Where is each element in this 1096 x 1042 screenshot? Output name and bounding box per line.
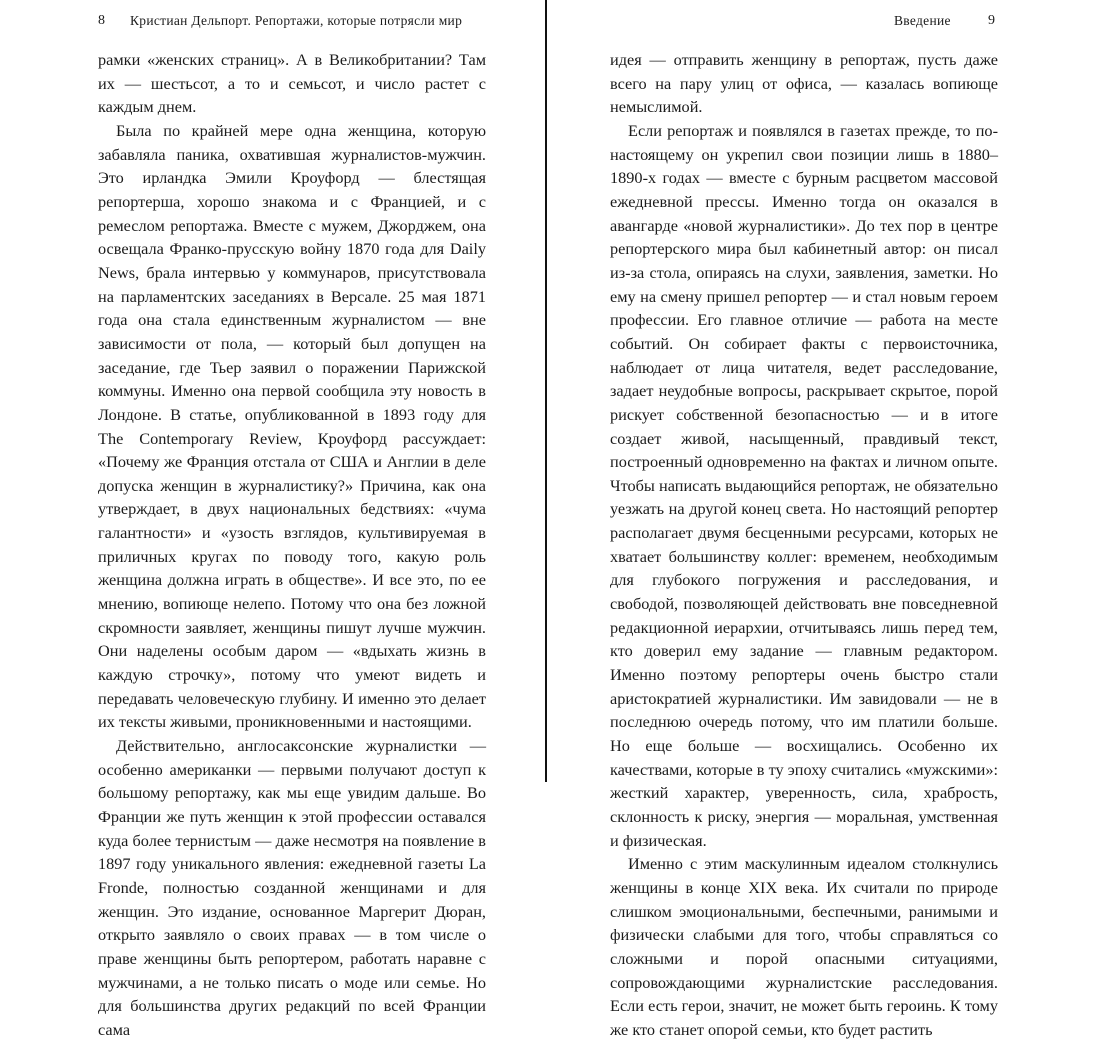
paragraph: Действительно, англосаксонские журналистки — особенно американки — первыми получают доступ к большому репортажу, как мы еще увидим дальше. Во Франции же путь женщин к этой профессии оставался куда более тернистым — даже несмотря на появление в 1897 году уникального явления: ежедневной газеты La Fronde, полностью созданной женщинами и для женщин. Это издание, основанное Маргерит Дюран, открыто заявляло о своих правах — в том числе о праве женщины быть репортером, работать наравне с мужчинами, а не только писать о моде или семье. Но для большинства других редакций по всей Франции сама <box>98 736 486 1039</box>
book-spine-divider <box>545 0 547 782</box>
paragraph: рамки «женских страниц». А в Великобритании? Там их — шестьсот, а то и семьсот, и число растет с каждым днем. <box>98 50 486 117</box>
paragraph: идея — отправить женщину в репортаж, пусть даже всего на пару улиц от офиса, — казалась вопиюще немыслимой. <box>610 50 998 117</box>
page-number: 9 <box>988 13 995 28</box>
body-text <box>610 48 998 1042</box>
paragraph: Если репортаж и появлялся в газетах прежде, то по-настоящему он укрепил свои позиции лишь в 1880–1890-х годах — вместе с бурным расцветом массовой ежедневной прессы. Именно тогда он оказался в авангарде «новой журналистики». До тех пор в центре репортерского мира был кабинетный автор: он писал из-за стола, опираясь на слухи, заявления, заметки. Но ему на смену пришел репортер — и стал новым героем профессии. Его главное отличие — работа на месте событий. Он собирает факты с первоисточника, наблюдает от лица читателя, ведет расследование, задает неудобные вопросы, раскрывает скрытое, порой рискует собственной безопасностью — и в итоге создает живой, насыщенный, правдивый текст, построенный одновременно на фактах и личном опыте. Чтобы написать выдающийся репортаж, не обязательно уезжать на другой конец света. Но настоящий репортер располагает двумя бесценными ресурсами, которых не хватает большинству коллег: временем, необходимым для глубокого погружения и расследования, и свободой, позволяющей действовать вне повседневной редакционной иерархии, отчитываясь лишь перед тем, кто доверил ему задание — главным редактором. Именно поэтому репортеры очень быстро стали аристократией журналистики. Им завидовали — не в последнюю очередь потому, что им платили больше. Но еще больше — восхищались. Особенно их качествами, которые в ту эпоху считались «мужскими»: жесткий характер, уверенность, сила, храбрость, склонность к риску, энергия — моральная, умственная и физическая. <box>610 120 998 850</box>
right-page <box>548 0 1096 1039</box>
left-page <box>0 0 546 1039</box>
running-head: Введение <box>894 13 951 28</box>
body-text <box>98 48 486 1042</box>
paragraph: Была по крайней мере одна женщина, которую забавляла паника, охватившая журналистов-мужчин. Это ирландка Эмили Кроуфорд — блестящая репортерша, хорошо знакома и с Францией, и с ремеслом репортажа. Вместе с мужем, Джорджем, она освещала Франко-прусскую войну 1870 года для Daily News, брала интервью у коммунаров, присутствовала на парламентских заседаниях в Версале. 25 мая 1871 года она стала единственным журналистом — вне зависимости от пола, — который был допущен на заседание, где Тьер заявил о поражении Парижской коммуны. Именно она первой сообщила эту новость в Лондоне. В статье, опубликованной в 1893 году для The Contemporary Review, Кроуфорд рассуждает: «Почему же Франция отстала от США и Англии в деле допуска женщин в журналистику?» Причина, как она утверждает, в двух национальных бедствиях: «чума галантности» и «узость взглядов, культивируемая в приличных кругах по поводу того, какую роль женщина должна играть в обществе». И все это, по ее мнению, вопиюще нелепо. Потому что она без ложной скромности заявляет, женщины пишут лучше мужчин. Они наделены особым даром — «вдыхать жизнь в каждую строчку», потому что умеют видеть и передавать человеческую глубину. И именно это делает их тексты живыми, проникновенными и настоящими. <box>98 120 486 732</box>
paragraph: Именно с этим маскулинным идеалом столкнулись женщины в конце XIX века. Их считали по природе слишком эмоциональными, беспечными, ранимыми и физически слабыми для того, чтобы справляться со сложными и порой опасными ситуациями, сопровождающими журналистские расследования. Если есть герои, значит, не может быть героинь. К тому же кто станет опорой семьи, кто будет растить <box>610 854 998 1039</box>
page-number: 8 <box>98 13 105 28</box>
running-head: Кристиан Дельпорт. Репортажи, которые потрясли мир <box>130 13 463 28</box>
